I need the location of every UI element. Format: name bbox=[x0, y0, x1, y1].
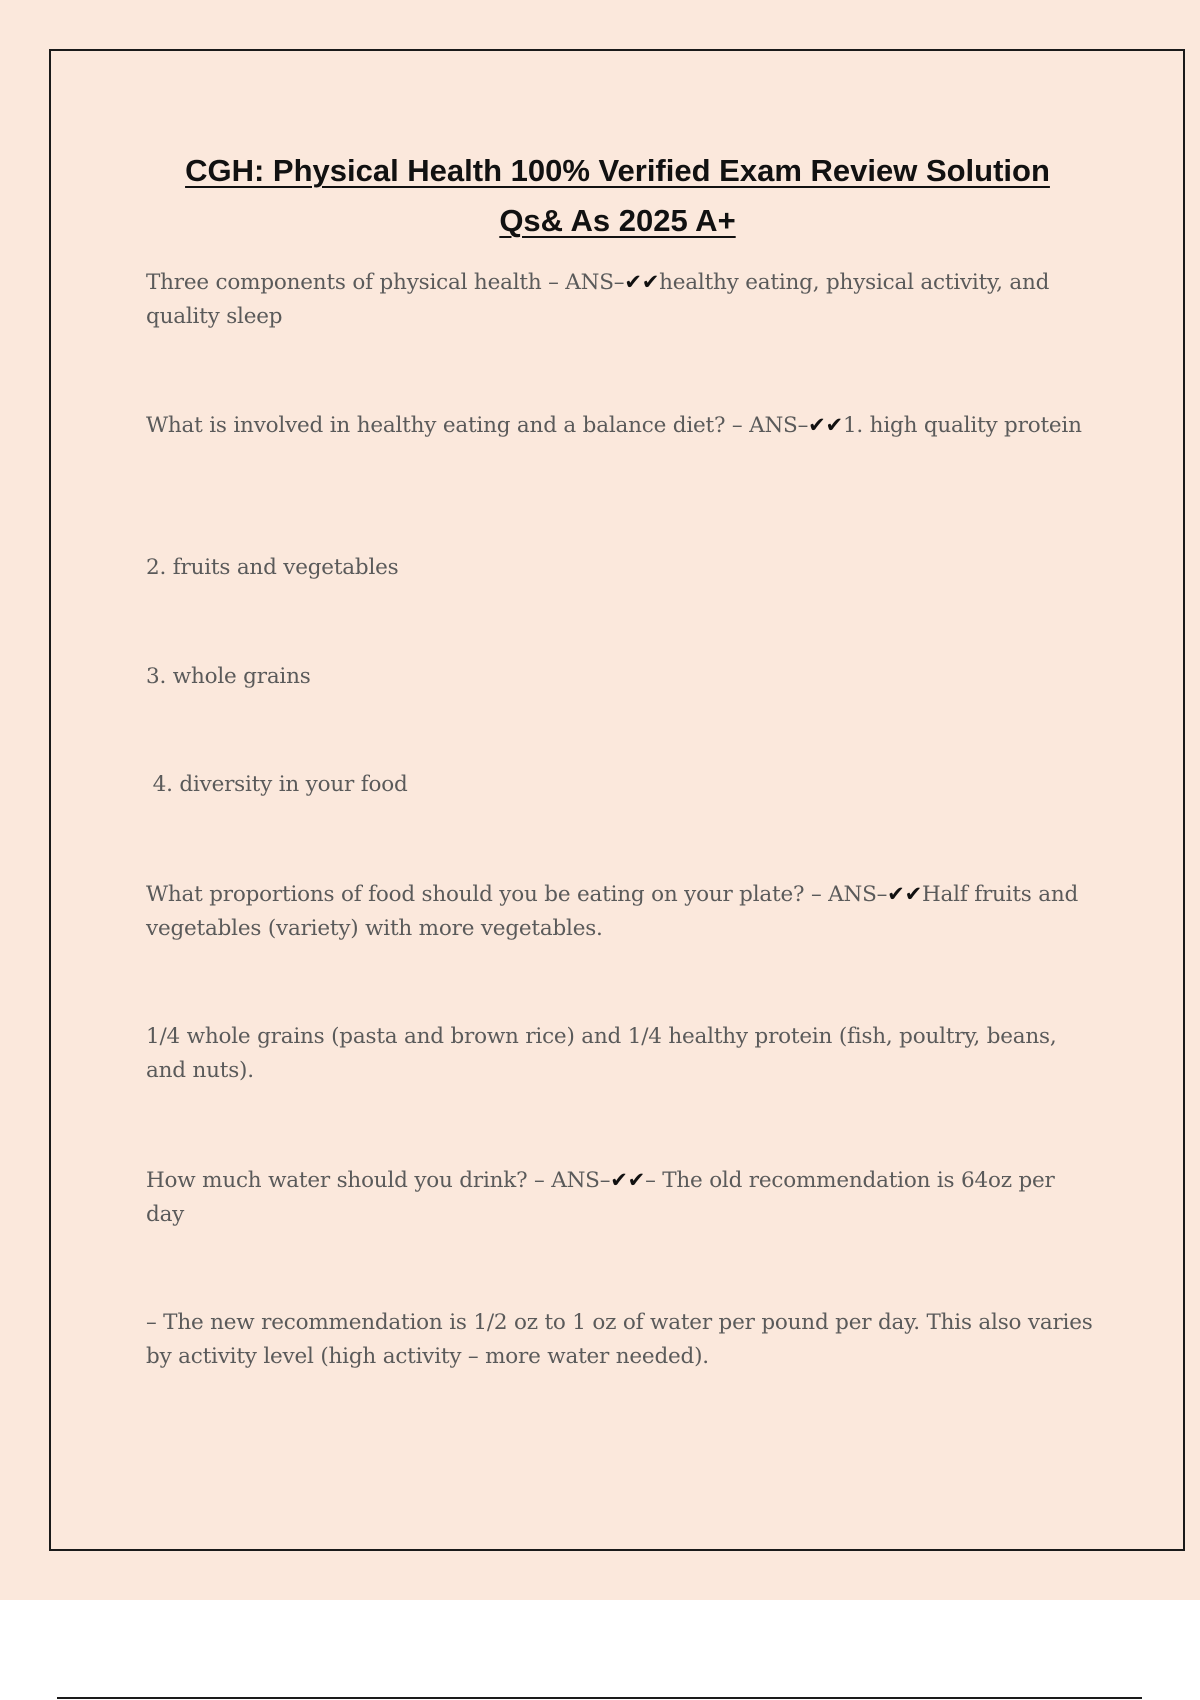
paragraph-text: 4. diversity in your food bbox=[146, 772, 408, 797]
paragraph-text: 2. fruits and vegetables bbox=[146, 555, 399, 580]
title-line-1: CGH: Physical Health 100% Verified Exam Review Solution bbox=[185, 153, 1050, 188]
paragraph-text: – The new recommendation is 1/2 oz to 1 oz of water per pound per day. This also varies by activity level (high activity – more water needed). bbox=[146, 1310, 1093, 1369]
qa-paragraph-3 bbox=[146, 551, 1096, 585]
qa-paragraph-6 bbox=[146, 877, 1096, 946]
qa-paragraph-7 bbox=[146, 1020, 1096, 1088]
paragraph-text: How much water should you drink? – ANS– bbox=[146, 1168, 611, 1193]
paragraph-text: Three components of physical health – ANS– bbox=[146, 270, 625, 295]
qa-paragraph-2 bbox=[146, 408, 1096, 443]
paragraph-text: What proportions of food should you be eating on your plate? – ANS– bbox=[146, 882, 888, 907]
qa-paragraph-9 bbox=[146, 1306, 1096, 1374]
document-title bbox=[120, 146, 1115, 246]
answer-text: Half fruits and vegetables (variety) with more vegetables. bbox=[146, 882, 1079, 941]
answer-text: – The old recommendation is 64oz per day bbox=[146, 1168, 1055, 1227]
answer-text: 1. high quality protein bbox=[842, 413, 1082, 438]
qa-paragraph-5 bbox=[146, 768, 1096, 802]
paragraph-text: What is involved in healthy eating and a balance diet? – ANS– bbox=[146, 413, 809, 438]
qa-paragraph-4 bbox=[146, 660, 1096, 694]
qa-paragraph-1 bbox=[146, 265, 1096, 334]
double-check-icon: ✔✔ bbox=[624, 270, 660, 294]
bottom-divider bbox=[57, 1697, 1142, 1699]
double-check-icon: ✔✔ bbox=[610, 1168, 646, 1192]
paragraph-text: 3. whole grains bbox=[146, 664, 311, 689]
double-check-icon: ✔✔ bbox=[887, 882, 922, 906]
double-check-icon: ✔✔ bbox=[808, 413, 843, 437]
answer-text: healthy eating, physical activity, and quality sleep bbox=[146, 270, 1050, 329]
qa-paragraph-8 bbox=[146, 1163, 1096, 1232]
title-line-2: Qs& As 2025 A+ bbox=[499, 203, 736, 238]
paragraph-text: 1/4 whole grains (pasta and brown rice) and 1/4 healthy protein (fish, poultry, beans, and nuts). bbox=[146, 1024, 1057, 1083]
